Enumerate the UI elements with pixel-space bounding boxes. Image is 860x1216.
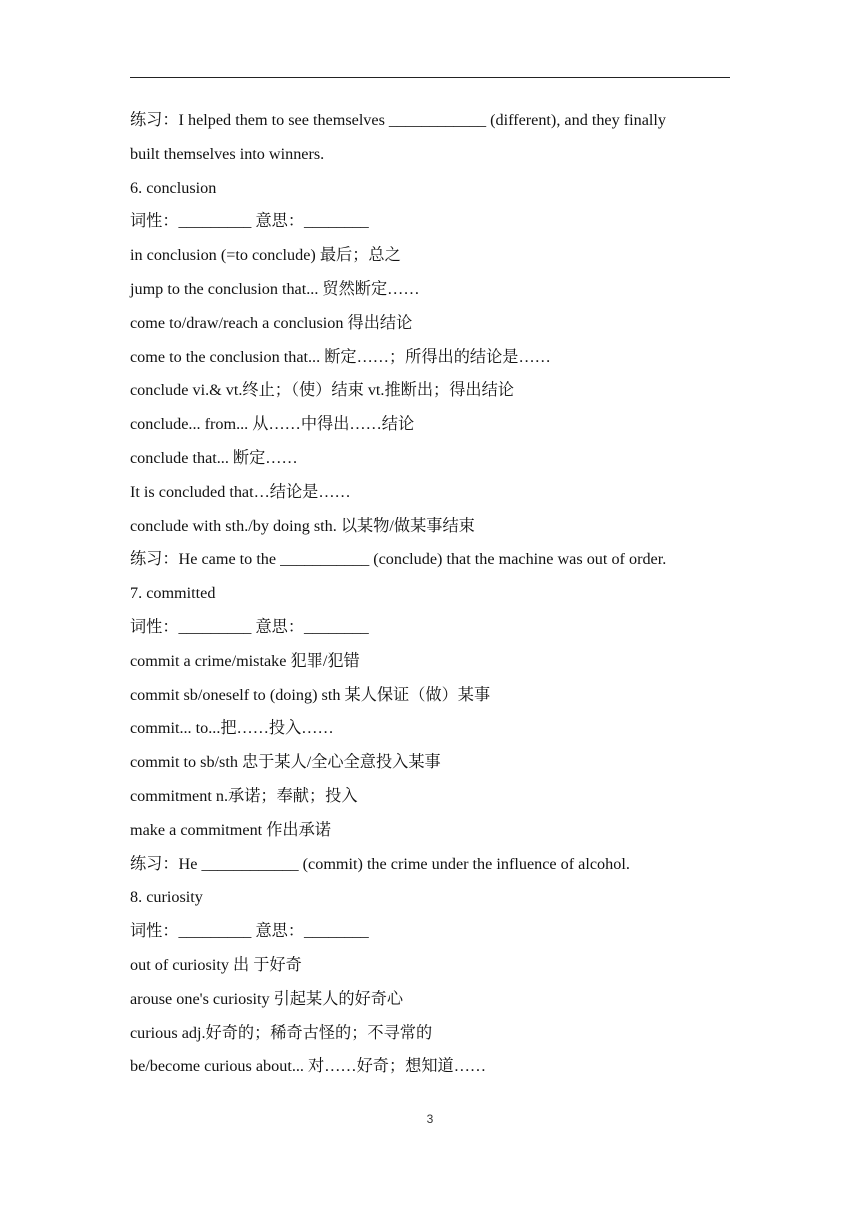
- phrase-line: conclude that... 断定……: [130, 448, 298, 467]
- phrase-line: curious adj.好奇的；稀奇古怪的；不寻常的: [130, 1023, 433, 1042]
- exercise-different: 练习：I helped them to see themselves ____________ (different), and they finally: [130, 111, 667, 129]
- entry-heading-committed: 7. committed: [130, 584, 216, 603]
- pos-meaning-blank: 词性：_________ 意思：________: [130, 922, 369, 941]
- entry-heading-conclusion: 6. conclusion: [130, 178, 217, 197]
- entry-heading-curiosity: 8. curiosity: [130, 888, 203, 907]
- exercise-commit: 练习：He ____________ (commit) the crime under the influence of alcohol.: [130, 854, 630, 873]
- exercise-conclude: 练习：He came to the ___________ (conclude) that the machine was out of order.: [130, 550, 667, 569]
- phrase-line: arouse one's curiosity 引起某人的好奇心: [130, 989, 404, 1008]
- phrase-line: commit to sb/sth 忠于某人/全心全意投入某事: [130, 753, 441, 772]
- phrase-line: come to the conclusion that... 断定……；所得出的结论是……: [130, 347, 551, 366]
- phrase-line: commit a crime/mistake 犯罪/犯错: [130, 651, 360, 670]
- phrase-line: jump to the conclusion that... 贸然断定……: [130, 279, 420, 298]
- phrase-line: out of curiosity 出 于好奇: [130, 955, 302, 974]
- page-content: [130, 104, 730, 1084]
- exercise-different-cont: built themselves into winners.: [130, 144, 325, 163]
- phrase-line: commitment n.承诺；奉献；投入: [130, 786, 358, 805]
- phrase-line: commit... to...把……投入……: [130, 719, 334, 738]
- phrase-line: make a commitment 作出承诺: [130, 820, 331, 839]
- header-rule: [130, 77, 730, 78]
- phrase-line: conclude with sth./by doing sth. 以某物/做某事结束: [130, 516, 475, 535]
- phrase-line: conclude... from... 从……中得出……结论: [130, 415, 415, 434]
- pos-meaning-blank: 词性：_________ 意思：________: [130, 617, 369, 636]
- phrase-line: in conclusion (=to conclude) 最后；总之: [130, 246, 401, 265]
- page-number: 3: [426, 1112, 434, 1126]
- phrase-line: conclude vi.& vt.终止；（使）结束 vt.推断出；得出结论: [130, 381, 514, 400]
- pos-meaning-blank: 词性：_________ 意思：________: [130, 212, 369, 231]
- phrase-line: be/become curious about... 对……好奇；想知道……: [130, 1057, 487, 1076]
- phrase-line: commit sb/oneself to (doing) sth 某人保证（做）某事: [130, 685, 491, 704]
- phrase-line: come to/draw/reach a conclusion 得出结论: [130, 313, 413, 332]
- phrase-line: It is concluded that…结论是……: [130, 482, 351, 501]
